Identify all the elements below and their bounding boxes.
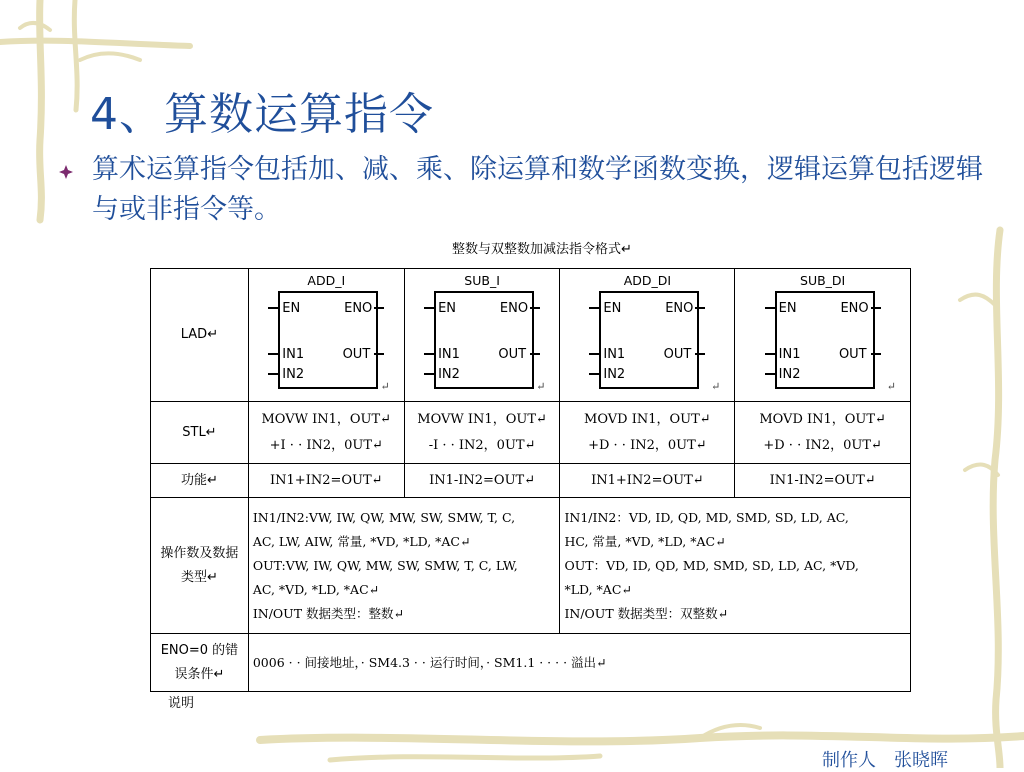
en-label: EN	[778, 301, 797, 316]
table-row-eno	[151, 634, 911, 692]
operand-line: IN/OUT 数据类型：整数↵	[252, 605, 404, 621]
in2-label: IN2	[282, 367, 305, 382]
lad-block-sub-di	[765, 273, 875, 387]
stl-cell	[735, 402, 911, 464]
in1-label: IN1	[778, 347, 801, 362]
in1-label: IN1	[282, 347, 305, 362]
eno-cell: 0006 · · 间接地址，· SM4.3 · · 运行时间，· SM1.1 · · · · 溢出↵	[248, 634, 910, 692]
lad-cell	[404, 269, 560, 402]
stl-cell	[404, 402, 560, 464]
lad-block-name: ADD_I	[307, 273, 346, 288]
table-row-stl	[151, 402, 911, 464]
stl-line: +I · · IN2，0UT↵	[269, 437, 383, 453]
stl-line: +D · · IN2，0UT↵	[763, 437, 882, 453]
in1-label: IN1	[603, 347, 626, 362]
lad-block-add-di	[589, 273, 699, 387]
stl-cell	[560, 402, 735, 464]
table-row-lad	[151, 269, 911, 402]
lad-cell	[560, 269, 735, 402]
in2-label: IN2	[438, 367, 460, 382]
stl-line: MOVW IN1，OUT↵	[417, 411, 547, 427]
eno-label: ENO	[840, 301, 869, 316]
operand-line: AC, LW, AIW, 常量, *VD, *LD, *AC↵	[252, 533, 471, 549]
paragraph-mark: ↵	[536, 380, 546, 393]
eno-label: ENO	[344, 301, 373, 316]
instruction-table	[150, 268, 911, 692]
operand-line: IN/OUT 数据类型：双整数↵	[564, 605, 729, 621]
function-cell: IN1-IN2=OUT↵	[404, 464, 560, 498]
cutoff-text: 说明	[168, 696, 195, 711]
function-cell: IN1+IN2=OUT↵	[560, 464, 735, 498]
lad-cell	[248, 269, 404, 402]
eno-label: ENO	[665, 301, 694, 316]
paragraph-mark: ↵	[886, 380, 896, 393]
paragraph-mark: ↵	[380, 380, 390, 393]
paragraph-mark: ↵	[711, 380, 721, 393]
stl-line: MOVW IN1，OUT↵	[261, 411, 392, 427]
operands-dint-cell	[560, 497, 911, 633]
table-caption: 整数与双整数加减法指令格式↵	[452, 242, 632, 257]
operand-line: *LD, *AC↵	[564, 581, 632, 597]
out-label: OUT	[838, 347, 867, 362]
operand-line: IN1/IN2:VW, IW, QW, MW, SW, SMW, T, C,	[252, 509, 516, 525]
en-label: EN	[282, 301, 301, 316]
operand-line: AC, *VD, *LD, *AC↵	[252, 581, 380, 597]
operands-int-cell	[248, 497, 560, 633]
lad-block-sub-i	[424, 273, 534, 387]
operand-line: OUT:VW, IW, QW, MW, SW, SMW, T, C, LW,	[252, 557, 518, 573]
out-label: OUT	[498, 347, 527, 362]
row-label-eno: ENO=0 的错误条件↵	[151, 634, 249, 692]
row-label-operands: 操作数及数据类型↵	[151, 497, 249, 633]
row-label-lad: LAD↵	[151, 269, 249, 402]
diamond-bullet-icon	[58, 164, 74, 180]
bullet-text: 算术运算指令包括加、减、乘、除运算和数学函数变换，逻辑运算包括逻辑与或非指令等。	[92, 154, 983, 225]
in2-label: IN2	[603, 367, 626, 382]
eno-label: ENO	[499, 301, 529, 316]
stl-line: MOVD IN1，OUT↵	[759, 411, 886, 427]
lad-cell	[735, 269, 911, 402]
lad-block-name: ADD_DI	[623, 273, 672, 288]
en-label: EN	[438, 301, 457, 316]
stl-line: MOVD IN1，OUT↵	[584, 411, 711, 427]
out-label: OUT	[342, 347, 371, 362]
stl-cell	[248, 402, 404, 464]
en-label: EN	[603, 301, 622, 316]
row-label-function: 功能↵	[151, 464, 249, 498]
row-label-stl: STL↵	[151, 402, 249, 464]
table-row-function	[151, 464, 911, 498]
in1-label: IN1	[438, 347, 460, 362]
stl-line: -I · · IN2，0UT↵	[428, 437, 536, 453]
in2-label: IN2	[778, 367, 801, 382]
table-row-operands	[151, 497, 911, 633]
function-cell: IN1-IN2=OUT↵	[735, 464, 911, 498]
slide-title: 4、算数运算指令	[90, 89, 434, 140]
lad-block-name: SUB_I	[464, 273, 500, 288]
stl-line: +D · · IN2，0UT↵	[588, 437, 707, 453]
operand-line: OUT：VD, ID, QD, MD, SMD, SD, LD, AC, *VD,	[564, 557, 859, 573]
author-credit: 制作人 张晓晖	[822, 750, 948, 771]
out-label: OUT	[663, 347, 692, 362]
operand-line: HC, 常量, *VD, *LD, *AC↵	[564, 533, 726, 549]
function-cell: IN1+IN2=OUT↵	[248, 464, 404, 498]
lad-block-name: SUB_DI	[800, 273, 846, 288]
lad-block-add-i	[268, 273, 378, 387]
operand-line: IN1/IN2：VD, ID, QD, MD, SMD, SD, LD, AC,	[564, 509, 849, 525]
